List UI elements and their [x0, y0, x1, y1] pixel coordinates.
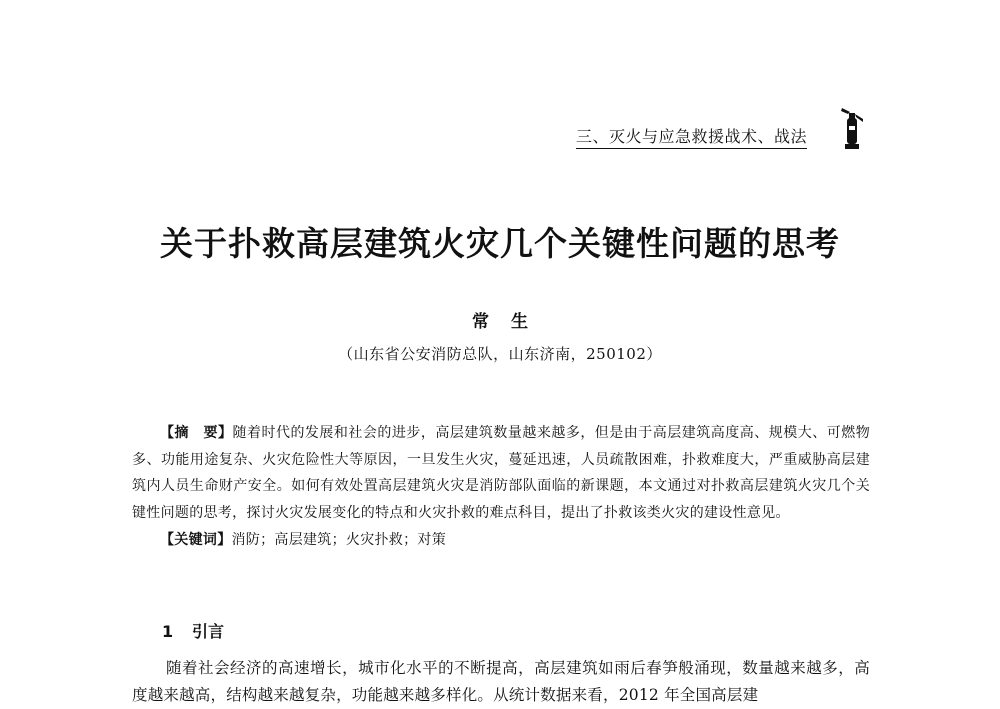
body-paragraph: 随着社会经济的高速增长，城市化水平的不断提高，高层建筑如雨后春笋般涌现，数量越来越多，高度越来越高，结构越来越复杂，功能越来越多样化。从统计数据来看，2012 年全国高层建: [132, 659, 870, 704]
running-header: 三、灭火与应急救援战术、战法: [576, 124, 807, 149]
abstract-text: 随着时代的发展和社会的进步，高层建筑数量越来越多，但是由于高层建筑高度高、规模大、可燃物多、功能用途复杂、火灾危险性大等原因，一旦发生火灾，蔓延迅速，人员疏散困难，扑救难度大，严重威胁高层建筑内人员生命财产安全。如何有效处置高层建筑火灾是消防部队面临的新课题，本文通过对扑救高层建筑火灾几个关键性问题的思考，探讨火灾发展变化的特点和火灾扑救的难点科目，提出了扑救该类火灾的建设性意见。: [132, 425, 870, 522]
author-affiliation: （山东省公安消防总队，山东济南，250102）: [338, 345, 662, 363]
section-heading: [162, 619, 224, 642]
paper-title: 关于扑救高层建筑火灾几个关键性问题的思考: [160, 224, 840, 263]
abstract-block: [132, 420, 870, 554]
abstract-paragraph: [132, 420, 870, 527]
abstract-label: 【摘 要】: [160, 425, 233, 441]
keywords-label: 【关键词】: [160, 531, 232, 548]
keywords-text: 消防；高层建筑；火灾扑救；对策: [231, 531, 446, 548]
author-name: 常生: [472, 312, 550, 332]
section-title: 引言: [192, 622, 225, 641]
keywords-line: [132, 527, 870, 554]
fire-extinguisher-icon: [836, 104, 866, 150]
section-number: 1: [162, 622, 174, 641]
